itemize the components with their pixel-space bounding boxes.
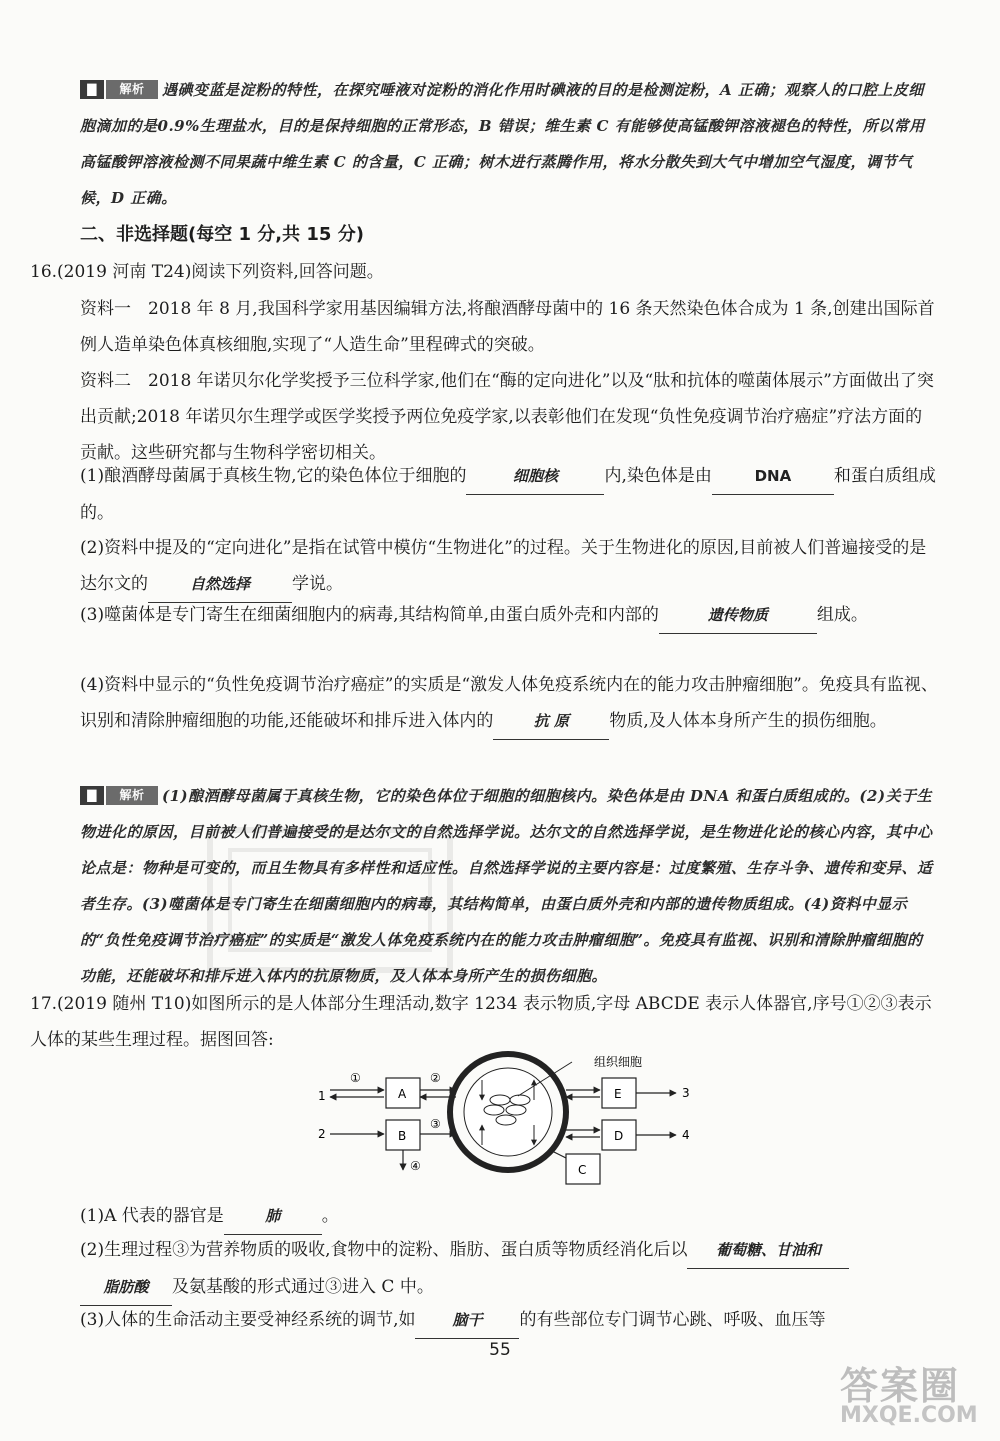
label-proc-2: ②: [430, 1071, 441, 1085]
question-17-stem: 17.(2019 随州 T10)如图所示的是人体部分生理活动,数字 1234 表示物质,字母 ABCDE 表示人体器官,序号①②③表示人体的某些生理过程。据图回答:: [30, 994, 932, 1050]
watermark-logo: 答案圈: [840, 1364, 961, 1408]
site-watermark: [840, 1355, 978, 1428]
question-16-part-1: (1)酿酒酵母菌属于真核生物,它的染色体位于细胞的 细胞核 内,染色体是由 DNA 和蛋白质组成的。: [80, 458, 938, 531]
label-proc-3: ③: [430, 1117, 441, 1131]
inner-circle: [464, 1068, 552, 1156]
question-16-part-3: (3)噬菌体是专门寄生在细菌细胞内的病毒,其结构简单,由蛋白质外壳和内部的 遗传物质 组成。: [80, 597, 938, 634]
page-number: 55: [489, 1340, 511, 1360]
physiology-diagram: [310, 1050, 710, 1190]
question-17-part-2: (2)生理过程③为营养物质的吸收,食物中的淀粉、脂肪、蛋白质等物质经消化后以 葡萄糖、甘油和 脂肪酸 及氨基酸的形式通过③进入 C 中。: [80, 1232, 938, 1306]
answer-blank: DNA: [712, 458, 834, 495]
answer-blank: 肺: [224, 1198, 322, 1235]
answer-blank: 细胞核: [466, 458, 604, 495]
label-1: 1: [318, 1089, 326, 1103]
answer-blank: 脂肪酸: [80, 1269, 172, 1306]
question-17-part-1: (1)A 代表的器官是 肺 。: [80, 1198, 938, 1235]
label-3: 3: [682, 1086, 690, 1100]
explanation-block-15: [80, 72, 938, 216]
explanation-tag: ▇ 解析: [80, 786, 158, 805]
label-e: E: [614, 1087, 622, 1101]
explanation-text: (1)酿酒酵母菌属于真核生物，它的染色体位于细胞的细胞核内。染色体是由 DNA 和蛋白质组成的。(2)关于生物进化的原因，目前被人们普遍接受的是达尔文的自然选择学说。达尔文的自然选择学说，是生物进化论的核心内容，其中心论点是：物种是可变的，而且生物具有多样性和适应性。自然选择学说的主要内容是：过度繁殖、生存斗争、遗传和变异、适者生存。(3)噬菌体是专门寄生在细菌细胞内的病毒，其结构简单，由蛋白质外壳和内部的遗传物质组成。(4)资料中显示的“负性免疫调节治疗癌症”的实质是“激发人体免疫系统内在的能力攻击肿瘤细胞”。免疫具有监视、识别和清除肿瘤细胞的功能，还能破坏和排斥进入体内的抗原物质，及人体本身所产生的损伤细胞。: [80, 787, 933, 985]
label-proc-1: ①: [350, 1071, 361, 1085]
label-c: C: [578, 1163, 587, 1177]
label-proc-4: ④: [410, 1159, 421, 1173]
explanation-text: 遇碘变蓝是淀粉的特性，在探究唾液对淀粉的消化作用时碘液的目的是检测淀粉，A 正确；观察人的口腔上皮细胞滴加的是0.9%生理盐水，目的是保持细胞的正常形态，B 错误；维生素 C 有能够使高锰酸钾溶液褪色的特性，所以常用高锰酸钾溶液检测不同果蔬中维生素 C 的含量，C 正确；树木进行蒸腾作用，将水分散失到大气中增加空气湿度，调节气候，D 正确。: [80, 81, 925, 207]
answer-blank: 脑干: [415, 1302, 519, 1339]
question-16-part-2: (2)资料中提及的“定向进化”是指在试管中模仿“生物进化”的过程。关于生物进化的原因,目前被人们普遍接受的是达尔文的 自然选择 学说。: [80, 530, 938, 603]
explanation-block-16: [80, 778, 938, 994]
label-a: A: [398, 1087, 407, 1101]
label-d: D: [614, 1129, 624, 1143]
answer-blank: 葡萄糖、甘油和: [687, 1232, 849, 1269]
label-b: B: [398, 1129, 407, 1143]
question-16-stem: 16.(2019 河南 T24)阅读下列资料,回答问题。: [30, 262, 384, 282]
label-tissue-cell: 组织细胞: [594, 1055, 643, 1069]
section-heading: 二、非选择题(每空 1 分,共 15 分): [80, 224, 364, 245]
answer-blank: 自然选择: [148, 566, 292, 603]
label-2: 2: [318, 1127, 326, 1141]
watermark-url: MXQE.COM: [840, 1403, 978, 1428]
question-17-part-3: (3)人体的生命活动主要受神经系统的调节,如 脑干 的有些部位专门调节心跳、呼吸、血压等: [80, 1302, 938, 1339]
question-16-part-4: (4)资料中显示的“负性免疫调节治疗癌症”的实质是“激发人体免疫系统内在的能力攻击肿瘤细胞”。免疫具有监视、识别和清除肿瘤细胞的功能,还能破坏和排斥进入体内的 抗 原 物质,及人体本身所产生的损伤细胞。: [80, 667, 938, 740]
label-4: 4: [682, 1128, 690, 1142]
answer-blank: 抗 原: [493, 703, 609, 740]
answer-blank: 遗传物质: [659, 597, 817, 634]
explanation-tag: ▇ 解析: [80, 80, 158, 99]
material-one: 资料一 2018 年 8 月,我国科学家用基因编辑方法,将酿酒酵母菌中的 16 条天然染色体合成为 1 条,创建出国际首例人造单染色体真核细胞,实现了“人造生命”里程碑式的突破。: [80, 299, 935, 355]
material-two: 资料二 2018 年诺贝尔化学奖授予三位科学家,他们在“酶的定向进化”以及“肽和抗体的噬菌体展示”方面做出了突出贡献;2018 年诺贝尔生理学或医学奖授予两位免疫学家,以表彰他们在发现“负性免疫调节治疗癌症”疗法方面的贡献。这些研究都与生物科学密切相关。: [80, 371, 934, 463]
